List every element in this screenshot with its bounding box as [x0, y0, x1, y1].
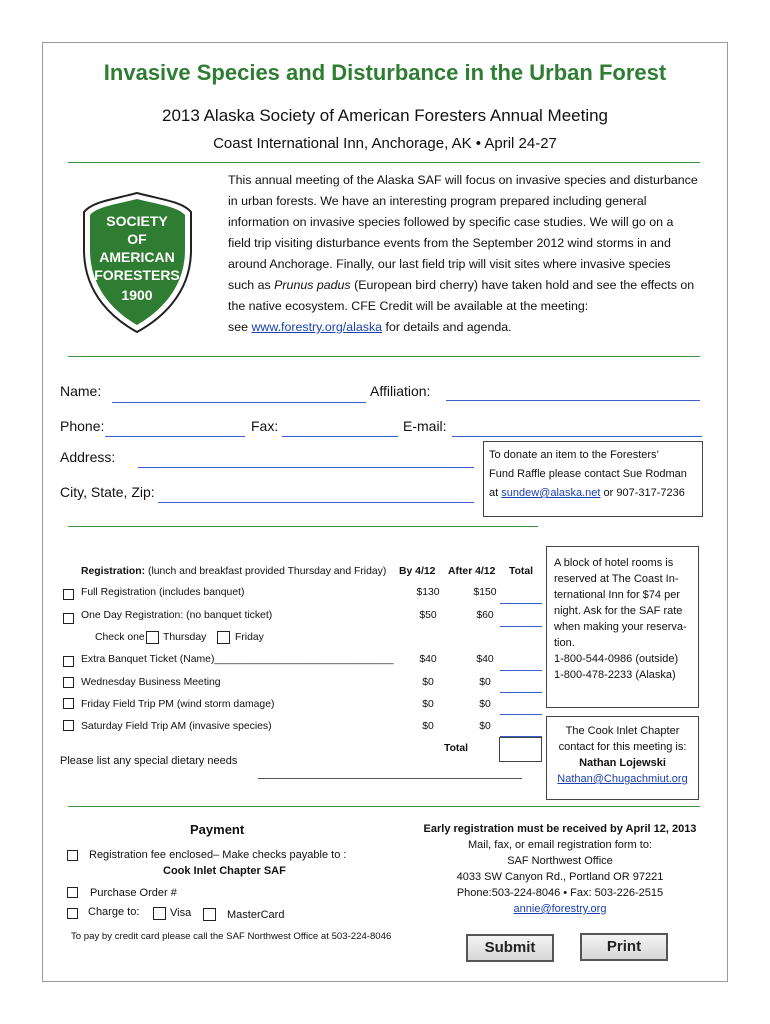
price-after: $40	[476, 654, 494, 665]
price-by: $0	[422, 677, 434, 688]
intro-text: This annual meeting of the Alaska SAF will focus on invasive species and disturbance in urban forests. We have an interesting program prepared including general information on invasive species followed by specific case studies. We will go on a field trip visiting disturbance events from the September 2012 wind storms in and around Anchorage. Finally, our last field trip will visit sites where invasive species such as	[228, 173, 698, 292]
mastercard-checkbox[interactable]	[203, 908, 216, 921]
logo-text-1: SOCIETY	[106, 213, 168, 229]
mail-info	[410, 821, 710, 917]
hotel-line: ternational Inn for $74 per	[554, 589, 680, 601]
price-after: $0	[479, 721, 491, 732]
affiliation-label: Affiliation:	[370, 383, 431, 399]
hotel-phone-outside: 1-800-544-0986 (outside)	[554, 653, 679, 665]
price-after: $150	[473, 587, 497, 598]
mail-address: 4033 SW Canyon Rd., Portland OR 97221	[456, 871, 664, 883]
charge-label: Charge to:	[88, 906, 140, 918]
raffle-email-link[interactable]: sundew@alaska.net	[501, 487, 601, 499]
check-enclosed-checkbox[interactable]	[67, 850, 78, 861]
col-total-header: Total	[509, 566, 534, 577]
payment-title: Payment	[190, 822, 245, 837]
visa-checkbox[interactable]	[153, 907, 166, 920]
purchase-order-checkbox[interactable]	[67, 887, 78, 898]
see-label: see	[228, 320, 248, 334]
mail-phone-fax: Phone:503-224-8046 • Fax: 503-226-2515	[456, 887, 664, 899]
saf-logo	[80, 190, 195, 340]
divider	[68, 162, 700, 163]
venue-line: Coast International Inn, Anchorage, AK • April 24-27	[213, 135, 557, 152]
hotel-info-box	[546, 546, 699, 708]
row-label: Friday Field Trip PM (wind storm damage)	[81, 699, 275, 710]
price-after: $60	[476, 610, 494, 621]
logo-text-5: 1900	[121, 287, 153, 303]
raffle-at: at	[489, 487, 499, 499]
total-field[interactable]	[500, 603, 542, 604]
grand-total-field[interactable]	[499, 737, 542, 762]
price-by: $0	[422, 721, 434, 732]
price-by: $40	[419, 654, 437, 665]
price-by: $130	[416, 587, 440, 598]
price-by: $50	[419, 610, 437, 621]
chapter-contact-name: Nathan Lojewski	[579, 757, 666, 769]
intro-paragraph	[228, 170, 698, 338]
email-label: E-mail:	[403, 418, 447, 434]
chapter-line-2: contact for this meeting is:	[558, 741, 687, 753]
divider	[68, 356, 700, 357]
intro-text-2: (European bird cherry) have taken hold and see the effects on the native ecosystem. CFE Credit will be available at the meeting:	[228, 278, 695, 313]
email-field[interactable]	[452, 436, 702, 437]
visa-label: Visa	[170, 907, 192, 919]
chapter-email-link[interactable]: Nathan@Chugachmiut.org	[557, 773, 688, 785]
chapter-contact-box	[546, 716, 699, 800]
fax-field[interactable]	[282, 436, 398, 437]
address-field[interactable]	[138, 467, 474, 468]
page-title: Invasive Species and Disturbance in the Urban Forest	[103, 60, 667, 85]
friday-checkbox[interactable]	[217, 631, 230, 644]
name-label: Name:	[60, 383, 102, 399]
price-after: $0	[479, 699, 491, 710]
submit-button[interactable]: Submit	[466, 934, 554, 962]
hotel-line: A block of hotel rooms is	[554, 557, 674, 569]
business-meeting-checkbox[interactable]	[63, 677, 74, 688]
species-name: Prunus padus	[274, 278, 351, 292]
total-field[interactable]	[500, 714, 542, 715]
price-by: $0	[422, 699, 434, 710]
print-button[interactable]: Print	[580, 933, 668, 961]
fax-label: Fax:	[251, 418, 279, 434]
city-label: City, State, Zip:	[60, 484, 155, 500]
charge-checkbox[interactable]	[67, 908, 78, 919]
meeting-subtitle: 2013 Alaska Society of American Foresters Annual Meeting	[161, 106, 609, 125]
purchase-order-label: Purchase Order #	[90, 887, 177, 899]
check-one-label: Check one	[95, 632, 145, 643]
fee-enclosed-label: Registration fee enclosed– Make checks payable to :	[89, 849, 347, 861]
dietary-field[interactable]	[258, 778, 522, 779]
row-label: Saturday Field Trip AM (invasive species)	[81, 721, 272, 732]
payee-name: Cook Inlet Chapter SAF	[163, 865, 286, 877]
one-day-registration-checkbox[interactable]	[63, 613, 74, 624]
total-field[interactable]	[500, 692, 542, 693]
dietary-label: Please list any special dietary needs	[60, 755, 238, 767]
price-after: $0	[479, 677, 491, 688]
raffle-phone: or 907-317-7236	[603, 487, 685, 499]
logo-text-4: FORESTERS	[94, 267, 180, 283]
mail-email-link[interactable]: annie@forestry.org	[513, 903, 607, 915]
intro-text-3: for details and agenda.	[385, 320, 512, 334]
logo-text-3: AMERICAN	[99, 249, 175, 265]
saturday-field-trip-checkbox[interactable]	[63, 720, 74, 731]
address-label: Address:	[60, 449, 116, 465]
row-label: Wednesday Business Meeting	[81, 677, 221, 688]
city-state-zip-field[interactable]	[158, 502, 474, 503]
col-after-header: After 4/12	[448, 566, 496, 577]
hotel-phone-alaska: 1-800-478-2233 (Alaska)	[554, 669, 676, 681]
extra-banquet-checkbox[interactable]	[63, 656, 74, 667]
registration-header	[81, 566, 386, 577]
thursday-checkbox[interactable]	[146, 631, 159, 644]
affiliation-field[interactable]	[446, 400, 700, 401]
total-label: Total	[444, 743, 469, 754]
phone-field[interactable]	[105, 436, 245, 437]
divider	[68, 806, 700, 807]
raffle-box	[483, 441, 703, 517]
raffle-line-1: To donate an item to the Foresters’	[489, 449, 659, 461]
raffle-line-2: Fund Raffle please contact Sue Rodman	[489, 468, 687, 480]
mail-line-1: Mail, fax, or email registration form to:	[467, 839, 652, 851]
total-field[interactable]	[500, 670, 542, 671]
hotel-line: tion.	[554, 637, 575, 649]
friday-label: Friday	[235, 632, 264, 643]
total-field[interactable]	[500, 626, 542, 627]
row-label: Extra Banquet Ticket (Name)_______________________________	[81, 654, 394, 665]
col-by-header: By 4/12	[399, 566, 436, 577]
friday-field-trip-checkbox[interactable]	[63, 698, 74, 709]
mail-line-2: SAF Northwest Office	[507, 855, 613, 867]
full-registration-checkbox[interactable]	[63, 589, 74, 600]
hotel-line: reserved at The Coast In-	[554, 573, 679, 585]
credit-card-note: To pay by credit card please call the SAF Northwest Office at 503-224-8046	[71, 931, 392, 942]
registration-note: (lunch and breakfast provided Thursday and Friday)	[147, 566, 387, 577]
row-label: Full Registration (includes banquet)	[81, 587, 245, 598]
divider	[68, 526, 538, 527]
hotel-line: when making your reserva-	[554, 621, 687, 633]
website-link[interactable]: www.forestry.org/alaska	[251, 320, 383, 334]
logo-text-2: OF	[127, 231, 147, 247]
name-field[interactable]	[112, 402, 366, 403]
row-label: One Day Registration: (no banquet ticket)	[81, 610, 273, 621]
hotel-line: night. Ask for the SAF rate	[554, 605, 683, 617]
thursday-label: Thursday	[163, 632, 207, 643]
chapter-line-1: The Cook Inlet Chapter	[565, 725, 680, 737]
registration-label: Registration:	[81, 566, 146, 577]
deadline-text: Early registration must be received by April 12, 2013	[423, 823, 697, 835]
phone-label: Phone:	[60, 418, 105, 434]
mastercard-label: MasterCard	[227, 909, 285, 921]
